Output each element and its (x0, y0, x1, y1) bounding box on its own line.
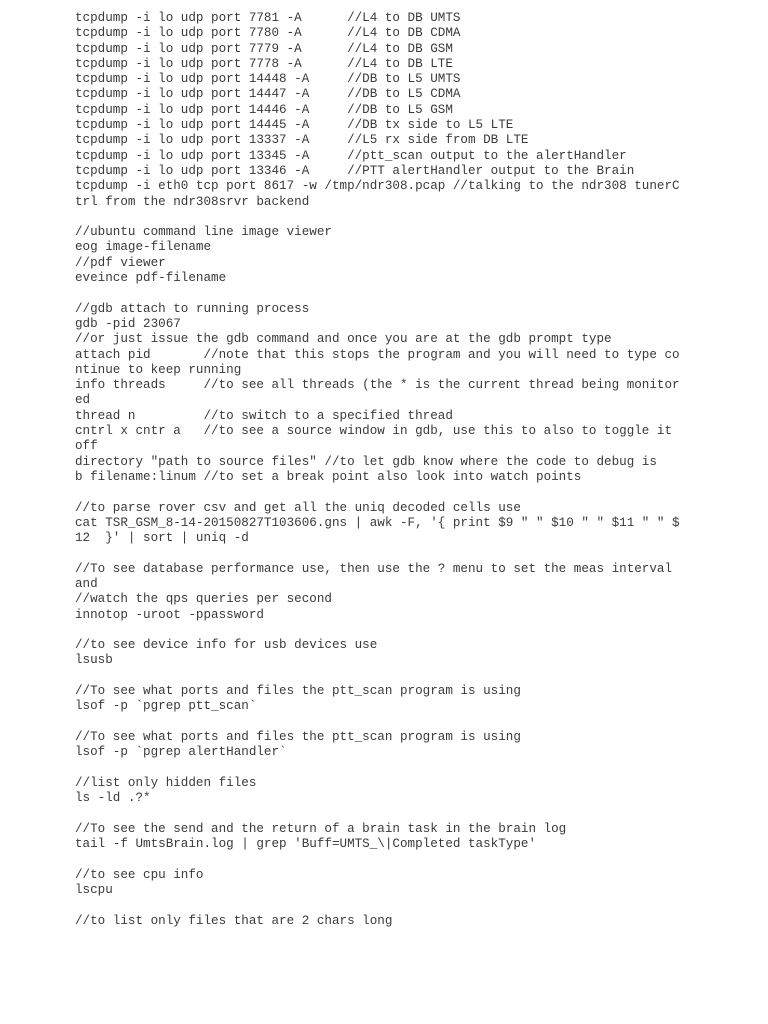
text-line: tcpdump -i lo udp port 7780 -A //L4 to DB CDMA (75, 26, 461, 41)
text-line: tcpdump -i eth0 tcp port 8617 -w /tmp/ndr308.pcap //talking to the ndr308 tunerC (75, 179, 680, 194)
text-line: eog image-filename (75, 240, 212, 255)
text-line: lsusb (75, 653, 113, 668)
text-line: info threads //to see all threads (the * is the current thread being monitor (75, 378, 680, 393)
text-line: //To see the send and the return of a brain task in the brain log (75, 821, 567, 836)
text-line: tcpdump -i lo udp port 7778 -A //L4 to DB LTE (75, 56, 453, 71)
text-line: //to see cpu info (75, 867, 204, 882)
text-line: tcpdump -i lo udp port 14446 -A //DB to L5 GSM (75, 102, 453, 117)
blank-line (75, 898, 695, 913)
text-line: //to parse rover csv and get all the uniq decoded cells use (75, 500, 521, 515)
blank-line (75, 715, 695, 730)
blank-line (75, 485, 695, 500)
text-line: innotop -uroot -ppassword (75, 607, 264, 622)
text-line: //To see what ports and files the ptt_scan program is using (75, 684, 521, 699)
text-line: //to see device info for usb devices use (75, 638, 378, 653)
text-line: //to list only files that are 2 chars long (75, 913, 393, 928)
text-line: lscpu (75, 882, 113, 897)
text-line: //ubuntu command line image viewer (75, 225, 332, 240)
text-line: lsof -p `pgrep ptt_scan` (75, 699, 257, 714)
text-line: directory "path to source files" //to let gdb know where the code to debug is (75, 454, 657, 469)
text-line: trl from the ndr308srvr backend (75, 194, 310, 209)
blank-line (75, 806, 695, 821)
text-line: tcpdump -i lo udp port 13346 -A //PTT alertHandler output to the Brain (75, 163, 635, 178)
text-line: 12 }' | sort | uniq -d (75, 531, 249, 546)
text-line: cat TSR_GSM_8-14-20150827T103606.gns | awk -F, '{ print $9 " " $10 " " $11 " " $ (75, 515, 680, 530)
text-line: b filename:linum //to set a break point also look into watch points (75, 469, 582, 484)
text-line: cntrl x cntr a //to see a source window in gdb, use this to also to toggle it (75, 424, 673, 439)
text-line: tcpdump -i lo udp port 7779 -A //L4 to DB GSM (75, 41, 453, 56)
text-line: //To see database performance use, then use the ? menu to set the meas interval (75, 561, 673, 576)
blank-line (75, 210, 695, 225)
text-line: tcpdump -i lo udp port 14445 -A //DB tx side to L5 LTE (75, 118, 514, 133)
document-page (75, 11, 695, 929)
text-line: thread n //to switch to a specified thread (75, 408, 453, 423)
text-line: ed (75, 393, 91, 408)
text-line: tcpdump -i lo udp port 14447 -A //DB to L5 CDMA (75, 87, 461, 102)
text-line: attach pid //note that this stops the program and you will need to type co (75, 347, 680, 362)
text-line: //list only hidden files (75, 775, 257, 790)
text-line: ntinue to keep running (75, 362, 242, 377)
text-line: tcpdump -i lo udp port 14448 -A //DB to L5 UMTS (75, 72, 461, 87)
text-line: tail -f UmtsBrain.log | grep 'Buff=UMTS_\|Completed taskType' (75, 837, 537, 852)
text-line: ls -ld .?* (75, 791, 151, 806)
text-line: gdb -pid 23067 (75, 316, 181, 331)
text-line: //gdb attach to running process (75, 301, 310, 316)
text-line: and (75, 576, 98, 591)
text-line: //pdf viewer (75, 255, 166, 270)
text-line: //watch the qps queries per second (75, 592, 332, 607)
blank-line (75, 286, 695, 301)
blank-line (75, 669, 695, 684)
blank-line (75, 546, 695, 561)
text-line: tcpdump -i lo udp port 13337 -A //L5 rx side from DB LTE (75, 133, 529, 148)
blank-line (75, 761, 695, 776)
text-line: //To see what ports and files the ptt_scan program is using (75, 729, 521, 744)
text-line: //or just issue the gdb command and once you are at the gdb prompt type (75, 332, 612, 347)
text-line: tcpdump -i lo udp port 13345 -A //ptt_scan output to the alertHandler (75, 148, 627, 163)
text-line: eveince pdf-filename (75, 271, 227, 286)
text-line: lsof -p `pgrep alertHandler` (75, 745, 287, 760)
blank-line (75, 852, 695, 867)
text-line: off (75, 439, 98, 454)
blank-line (75, 623, 695, 638)
text-line: tcpdump -i lo udp port 7781 -A //L4 to DB UMTS (75, 11, 461, 25)
